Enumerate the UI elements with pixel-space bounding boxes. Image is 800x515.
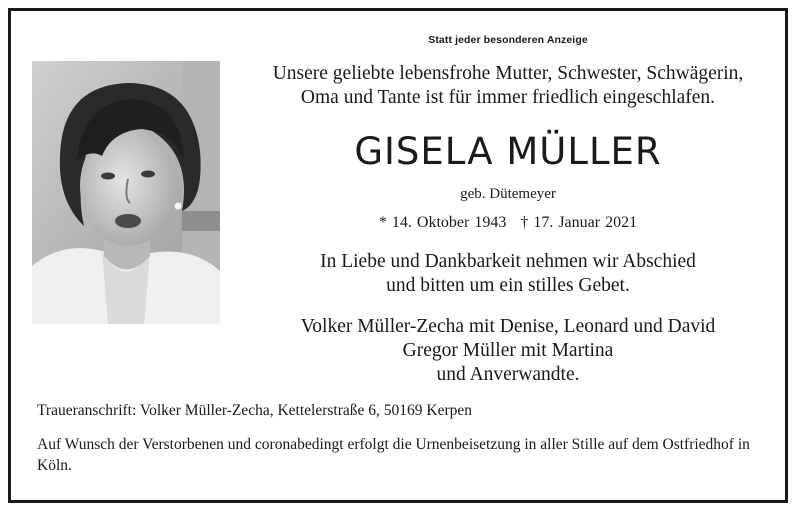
- mourning-address: Traueranschrift: Volker Müller-Zecha, Kettelerstraße 6, 50169 Kerpen: [37, 402, 472, 419]
- burial-remark: Auf Wunsch der Verstorbenen und coronabedingt erfolgt die Urnenbeisetzung in aller Stille auf dem Ostfriedhof in Köln.: [37, 436, 750, 474]
- farewell-line: und bitten um ein stilles Gebet.: [386, 275, 630, 296]
- maiden-name: geb. Dütemeyer: [460, 186, 556, 202]
- intro-line: Unsere geliebte lebensfrohe Mutter, Schwester, Schwägerin,: [272, 63, 744, 84]
- intro-line: Oma und Tante ist für immer friedlich eingeschlafen.: [300, 87, 716, 108]
- family-line: Gregor Müller mit Martina: [402, 340, 614, 361]
- birth-date: * 14. Oktober 1943: [378, 214, 507, 231]
- family-names: [248, 315, 768, 387]
- life-dates: [248, 214, 768, 232]
- farewell-text: [248, 250, 768, 298]
- notice-line: Statt jeder besonderen Anzeige: [428, 34, 588, 46]
- farewell-line: In Liebe und Dankbarkeit nehmen wir Abschied: [320, 251, 696, 272]
- deceased-name: GISELA MÜLLER: [354, 130, 662, 173]
- death-date: † 17. Januar 2021: [520, 214, 638, 231]
- family-line: Volker Müller-Zecha mit Denise, Leonard und David: [300, 316, 716, 337]
- portrait-photo: [32, 61, 220, 324]
- family-line: und Anverwandte.: [436, 364, 580, 385]
- intro-text: [248, 62, 768, 110]
